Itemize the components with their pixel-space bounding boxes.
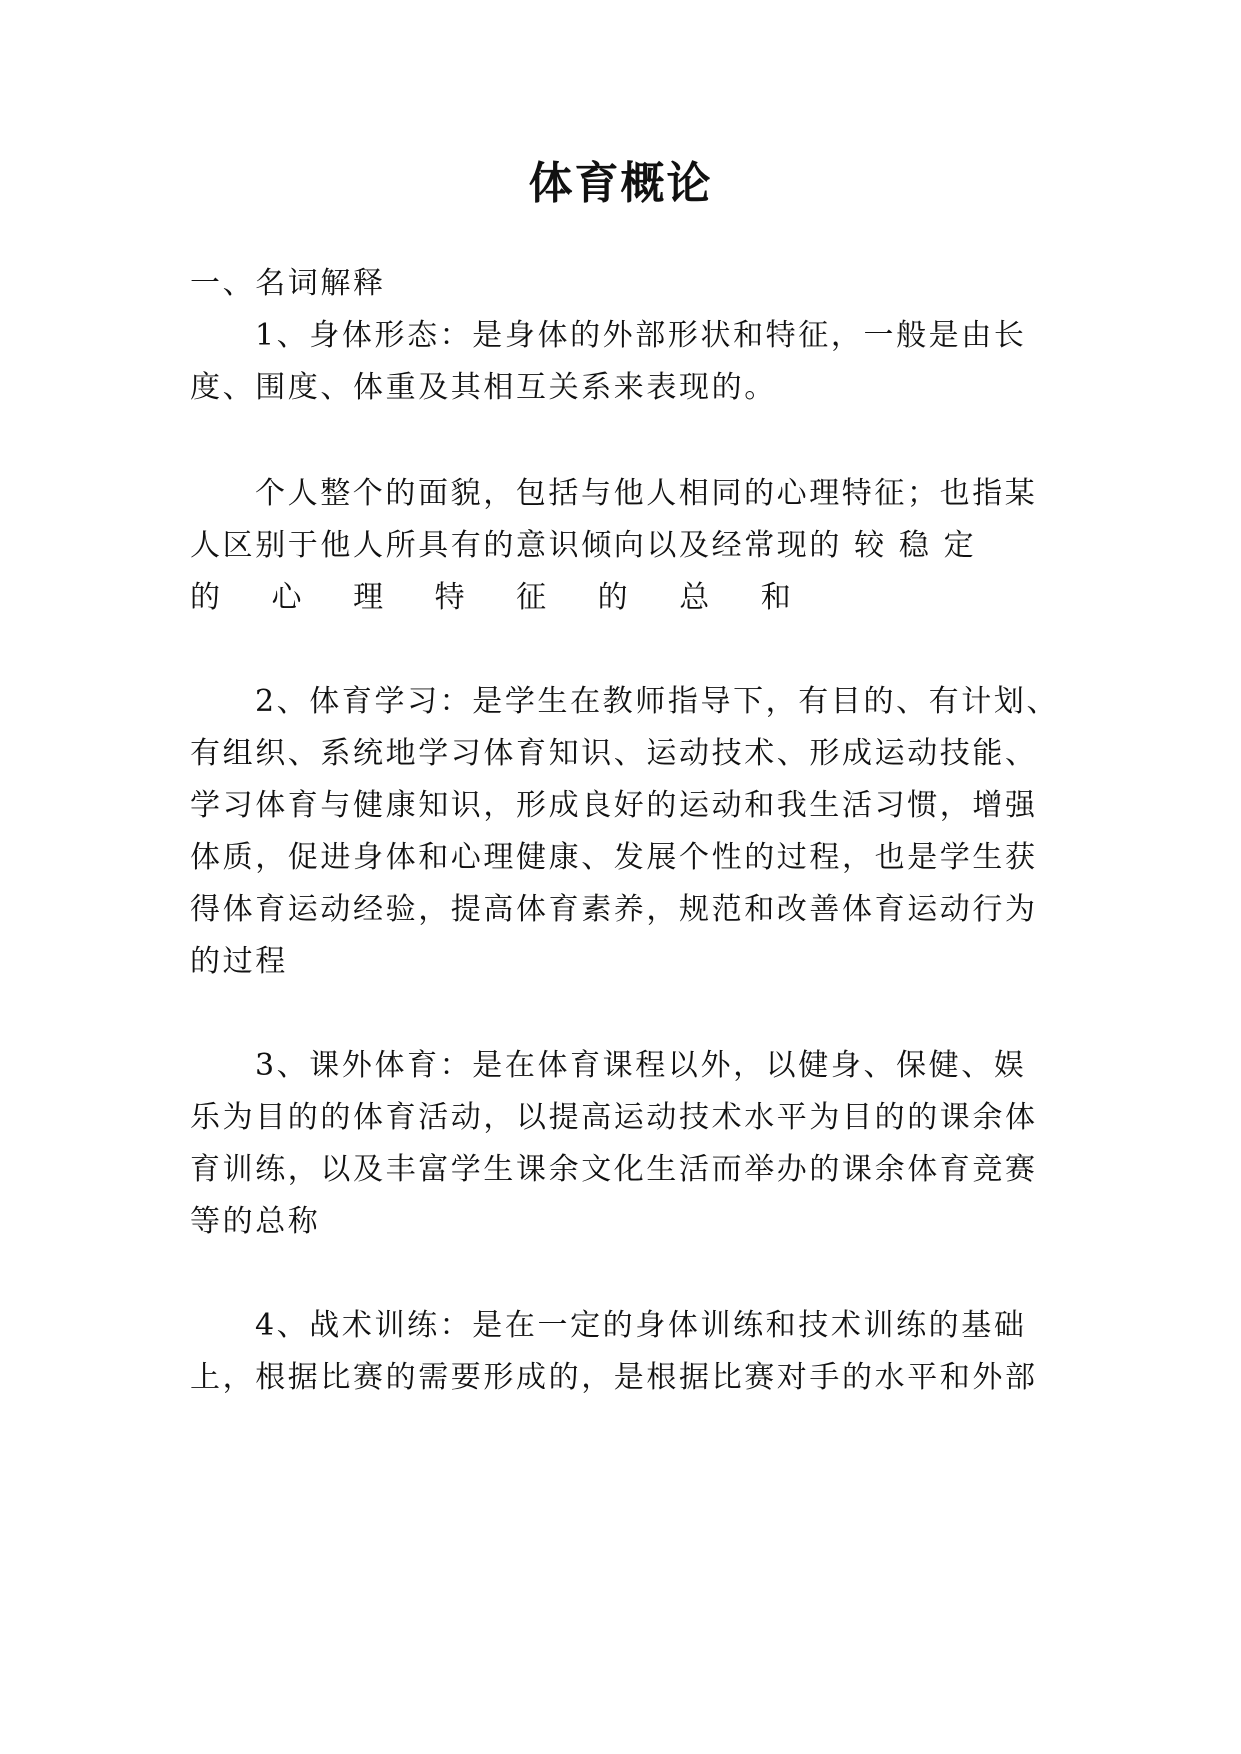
entry-4-line-3: 育训练，以及丰富学生课余文化生活而举办的课余体育竞赛 bbox=[190, 1152, 1038, 1187]
entry-3-line-1: 2、体育学习：是学生在教师指导下，有目的、有计划、 bbox=[255, 684, 1060, 719]
section-heading: 一、名词解释 bbox=[190, 266, 386, 301]
entry-1-line-2: 度、围度、体重及其相互关系来表现的。 bbox=[190, 370, 777, 405]
entry-2-line-1: 个人整个的面貌，包括与他人相同的心理特征；也指某 bbox=[255, 476, 1038, 511]
page-title: 体育概论 bbox=[528, 158, 713, 209]
entry-2-line-2: 人区别于他人所具有的意识倾向以及经常现的 较 稳 定 bbox=[190, 528, 977, 563]
entry-5-line-1: 4、战术训练：是在一定的身体训练和技术训练的基础 bbox=[255, 1308, 1027, 1343]
entry-4-line-1: 3、课外体育：是在体育课程以外，以健身、保健、娱 bbox=[255, 1048, 1027, 1083]
entry-3-line-6: 的过程 bbox=[190, 944, 288, 979]
entry-3-line-3: 学习体育与健康知识，形成良好的运动和我生活习惯，增强 bbox=[190, 788, 1038, 823]
entry-4-line-4: 等的总称 bbox=[190, 1204, 321, 1239]
entry-3-line-4: 体质，促进身体和心理健康、发展个性的过程，也是学生获 bbox=[190, 840, 1038, 875]
entry-1-line-1: 1、身体形态：是身体的外部形状和特征，一般是由长 bbox=[255, 318, 1027, 353]
entry-3-line-2: 有组织、系统地学习体育知识、运动技术、形成运动技能、 bbox=[190, 736, 1038, 771]
entry-2-line-3: 的 心 理 特 征 的 总 和 bbox=[190, 580, 812, 615]
entry-5-line-2: 上，根据比赛的需要形成的，是根据比赛对手的水平和外部 bbox=[190, 1360, 1038, 1395]
entry-4-line-2: 乐为目的的体育活动，以提高运动技术水平为目的的课余体 bbox=[190, 1100, 1038, 1135]
entry-3-line-5: 得体育运动经验，提高体育素养，规范和改善体育运动行为 bbox=[190, 892, 1038, 927]
